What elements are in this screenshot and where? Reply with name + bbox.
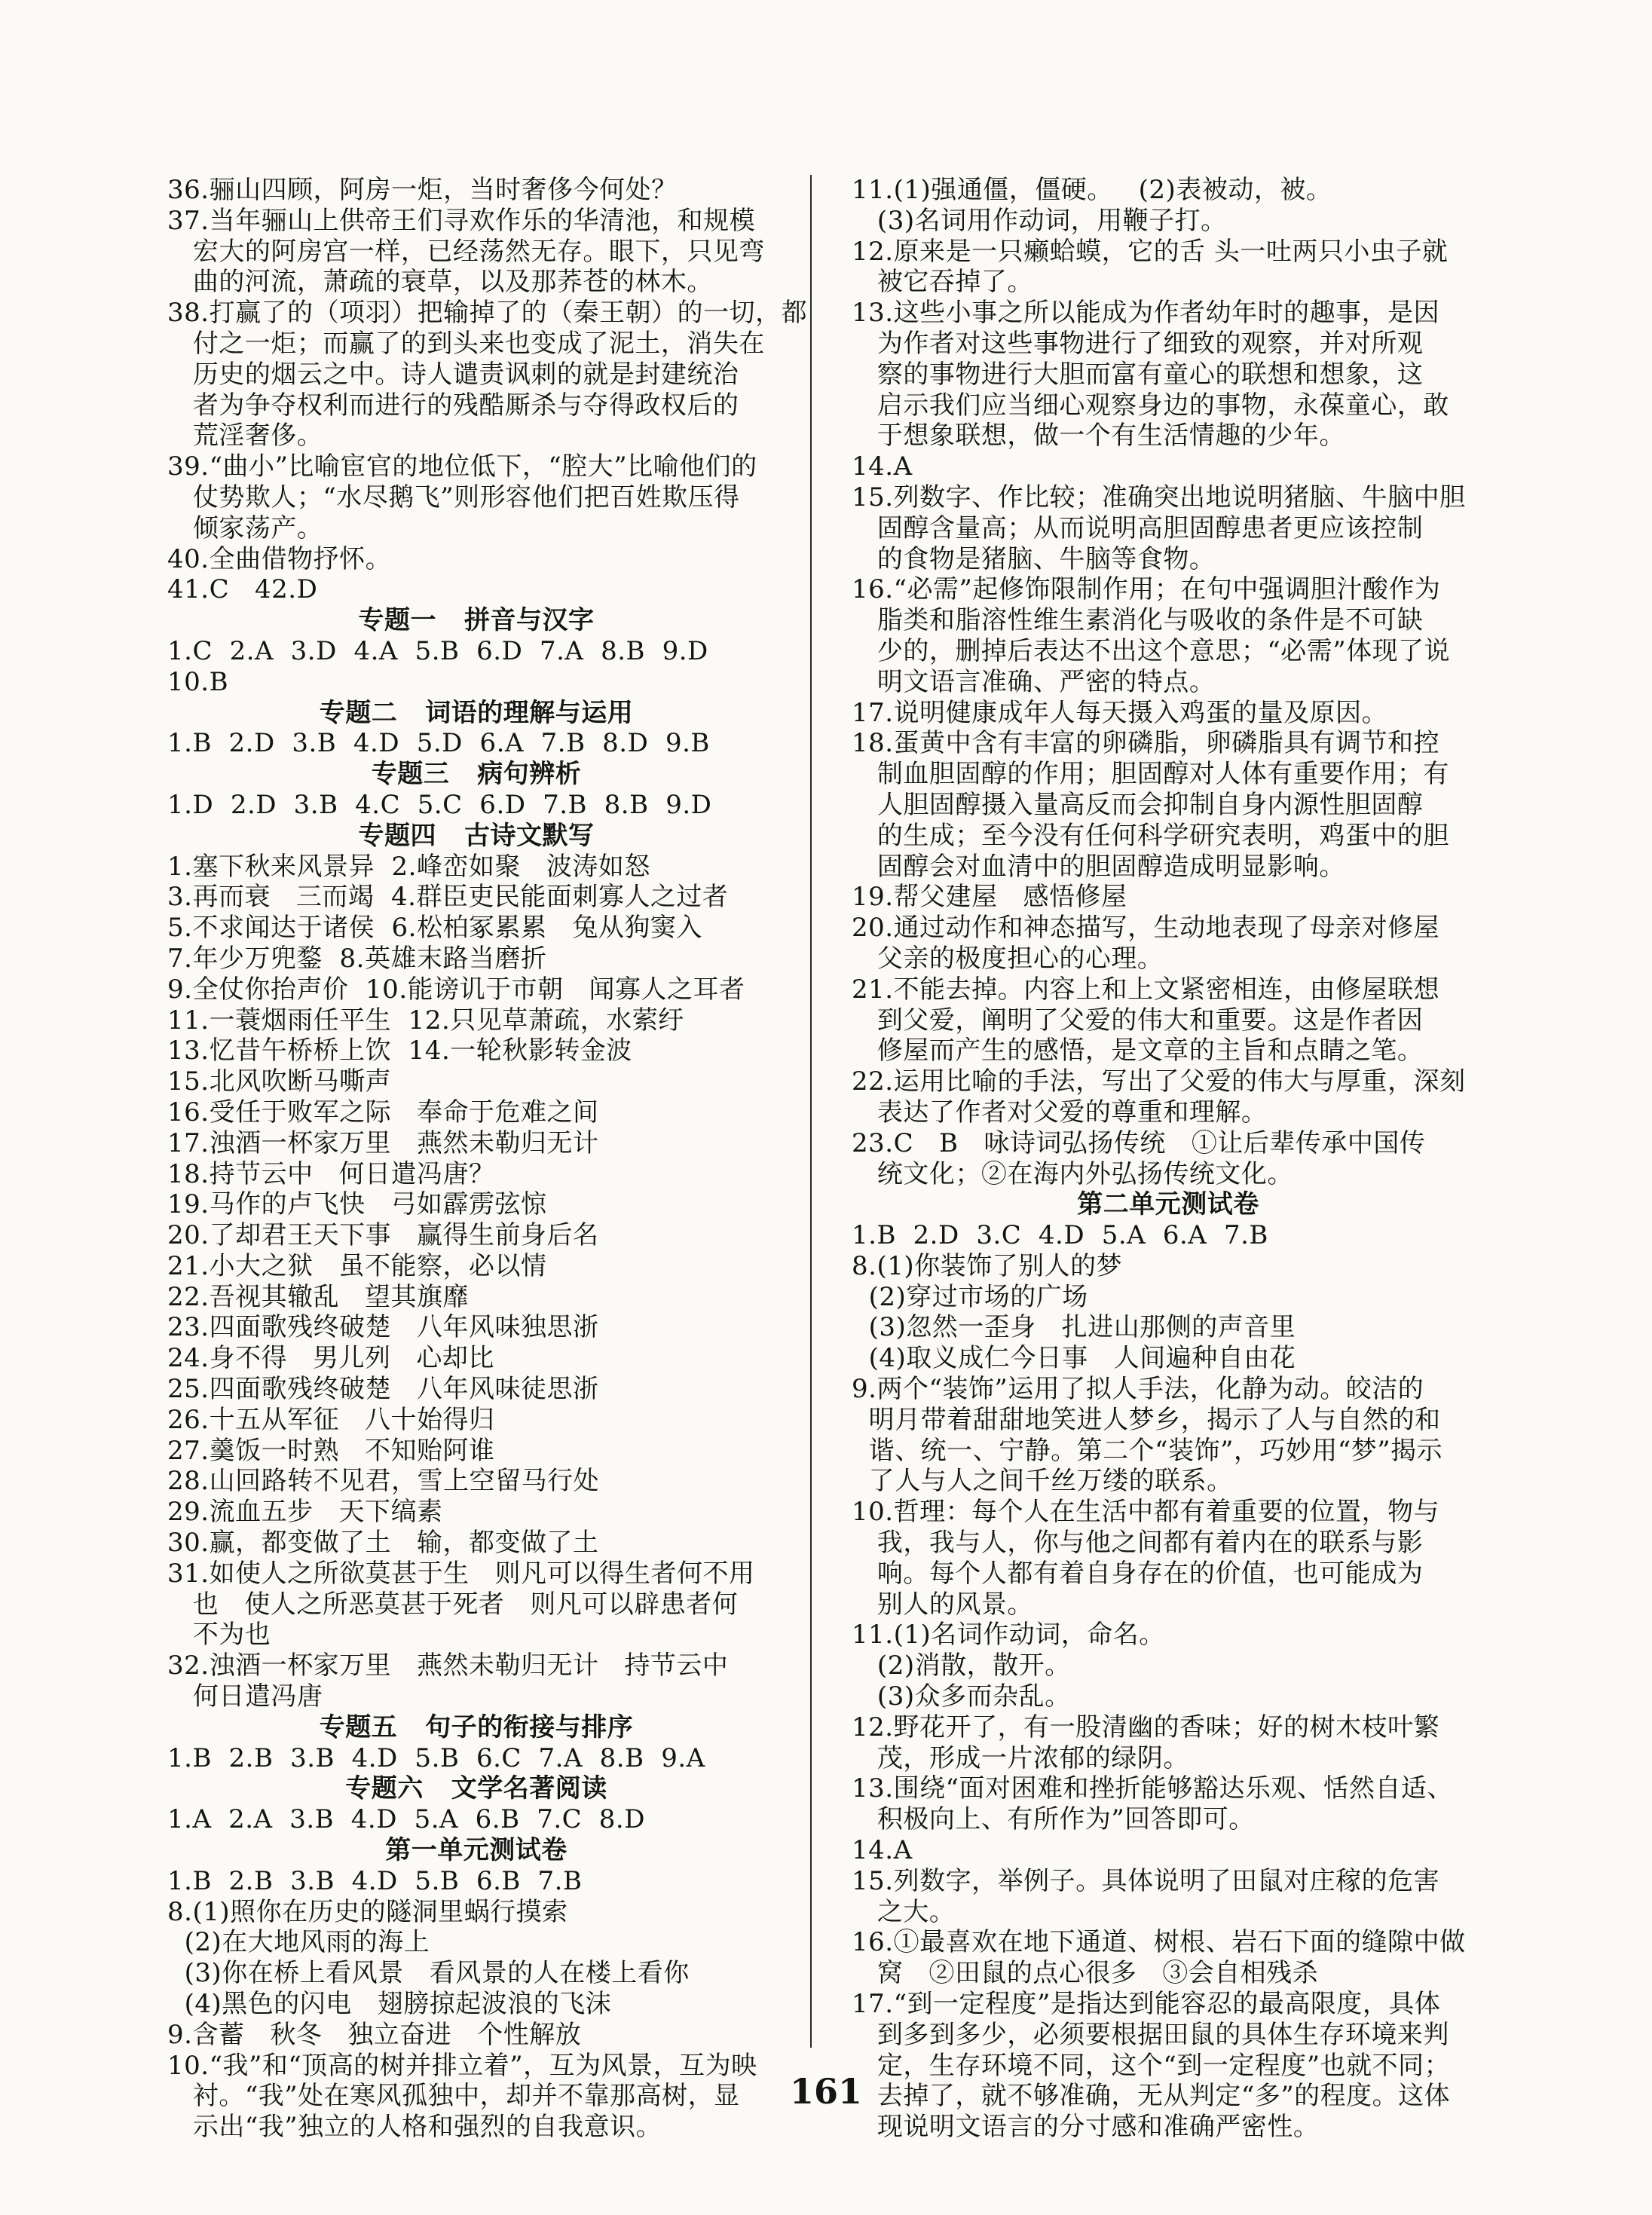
- answer-line: 我，我与人，你与他之间都有着内在的联系与影: [852, 1528, 1424, 1559]
- answer-line: 固醇会对血清中的胆固醇造成明显影响。: [852, 851, 1345, 882]
- answer-line: 的食物是猪脑、牛脑等食物。: [852, 543, 1216, 574]
- right-column: [852, 175, 1485, 2143]
- answer-line: 9.全仗你抬声价 10.能谤讥于市朝 闻寡人之耳者: [167, 974, 745, 1005]
- answer-line: 1.B 2.D 3.B 4.D 5.D 6.A 7.B 8.D 9.B: [167, 728, 710, 759]
- answer-line: 32.浊酒一杯家万里 燕然未勒归无计 持节云中: [167, 1651, 729, 1681]
- answer-line: 11.一蓑烟雨任平生 12.只见草萧疏，水萦纡: [167, 1005, 684, 1036]
- answer-line: 表达了作者对父爱的尊重和理解。: [852, 1097, 1268, 1127]
- answer-line: 28.山回路转不见君，雪上空留马行处: [167, 1466, 600, 1497]
- answer-line: 为作者对这些事物进行了细致的观察，并对所观: [852, 328, 1424, 359]
- answer-line: (3)你在桥上看风景 看风景的人在楼上看你: [167, 1958, 690, 1989]
- answer-line: 27.羹饭一时熟 不知贻阿谁: [167, 1435, 495, 1466]
- answer-line: 示出“我”独立的人格和强烈的自我意识。: [167, 2112, 662, 2143]
- answer-line: (4)黑色的闪电 翅膀掠起波浪的飞沫: [167, 1989, 612, 2020]
- answer-line: 1.B 2.B 3.B 4.D 5.B 6.B 7.B: [167, 1865, 583, 1896]
- answer-line: 13.围绕“面对困难和挫折能够豁达乐观、恬然自适、: [852, 1773, 1453, 1804]
- answer-line: 15.列数字、作比较；准确突出地说明猪脑、牛脑中胆: [852, 482, 1466, 512]
- answer-line: 36.骊山四顾，阿房一炬，当时奢侈今何处？: [167, 175, 678, 205]
- answer-line: 固醇含量高；从而说明高胆固醇患者更应该控制: [852, 512, 1424, 543]
- answer-line: 明月带着甜甜地笑进人梦乡，揭示了人与自然的和: [852, 1404, 1441, 1435]
- answer-line: 19.帮父建屋 感悟修屋: [852, 882, 1127, 913]
- answer-line: 不为也: [167, 1620, 271, 1651]
- answer-line: 于想象联想，做一个有生活情趣的少年。: [852, 421, 1345, 451]
- answer-line: 11.(1)名词作动词，命名。: [852, 1620, 1165, 1651]
- answer-line: (3)名词用作动词，用鞭子打。: [852, 205, 1227, 236]
- section-heading: 专题一 拼音与汉字: [358, 605, 595, 636]
- answer-line: 制血胆固醇的作用；胆固醇对人体有重要作用；有: [852, 759, 1449, 790]
- answer-line: 20.了却君王天下事 赢得生前身后名: [167, 1220, 599, 1251]
- answer-line: 21.不能去掉。内容上和上文紧密相连，由修屋联想: [852, 974, 1440, 1005]
- answer-line: 定，生存环境不同，这个“到一定程度”也就不同；: [852, 2050, 1451, 2081]
- answer-line: 38.打赢了的（项羽）把输掉了的（秦王朝）的一切，都: [167, 298, 808, 329]
- answer-line: 去掉了，就不够准确，无从判定“多”的程度。这体: [852, 2081, 1451, 2112]
- answer-line: 人胆固醇摄入量高反而会抑制自身内源性胆固醇: [852, 789, 1424, 820]
- answer-line: 1.A 2.A 3.B 4.D 5.A 6.B 7.C 8.D: [167, 1804, 645, 1835]
- answer-line: 明文语言准确、严密的特点。: [852, 666, 1216, 697]
- answer-line: 8.(1)你装饰了别人的梦: [852, 1250, 1123, 1281]
- answer-line: 倾家荡产。: [167, 512, 323, 543]
- answer-line: 茂，形成一片浓郁的绿阴。: [852, 1742, 1189, 1773]
- answer-line: 历史的烟云之中。诗人谴责讽刺的就是封建统治: [167, 359, 739, 390]
- answer-line: 31.如使人之所欲莫甚于生 则凡可以得生者何不用: [167, 1558, 755, 1589]
- section-heading: 专题四 古诗文默写: [358, 820, 595, 851]
- answer-line: 父亲的极度担心的心理。: [852, 943, 1164, 974]
- answer-line: 15.列数字，举例子。具体说明了田鼠对庄稼的危害: [852, 1865, 1440, 1896]
- page-number: 161: [789, 2071, 863, 2112]
- answer-line: 12.原来是一只癞蛤蟆，它的舌 头一吐两只小虫子就: [852, 236, 1449, 267]
- answer-line: 的生成；至今没有任何科学研究表明，鸡蛋中的胆: [852, 820, 1449, 851]
- answer-line: 14.A: [852, 451, 913, 482]
- answer-line: 19.马作的卢飞快 弓如霹雳弦惊: [167, 1189, 547, 1220]
- answer-line: 修屋而产生的感悟，是文章的主旨和点睛之笔。: [852, 1036, 1424, 1066]
- answer-line: (2)在大地风雨的海上: [167, 1927, 430, 1958]
- answer-line: 荒淫奢侈。: [167, 421, 323, 451]
- answer-line: 到多到多少，必须要根据田鼠的具体生存环境来判: [852, 2019, 1449, 2050]
- answer-line: 26.十五从军征 八十始得归: [167, 1404, 495, 1435]
- answer-line: 40.全曲借物抒怀。: [167, 543, 392, 574]
- answer-line: (2)穿过市场的广场: [852, 1281, 1088, 1312]
- answer-line: 13.忆昔午桥桥上饮 14.一轮秋影转金波: [167, 1036, 632, 1066]
- answer-line: 也 使人之所恶莫甚于死者 则凡可以辟患者何: [167, 1589, 739, 1620]
- answer-line: 到父爱，阐明了父爱的伟大和重要。这是作者因: [852, 1005, 1424, 1036]
- answer-line: 10.B: [167, 666, 229, 697]
- answer-line: 20.通过动作和神态描写，生动地表现了母亲对修屋: [852, 913, 1440, 944]
- answer-line: 29.流血五步 天下缟素: [167, 1497, 443, 1528]
- answer-line: 9.两个“装饰”运用了拟人手法，化静为动。皎洁的: [852, 1374, 1424, 1405]
- answer-line: 少的，删掉后表达不出这个意思；“必需”体现了说: [852, 635, 1451, 666]
- section-heading: 专题三 病句辨析: [371, 759, 582, 790]
- answer-line: 17.说明健康成年人每天摄入鸡蛋的量及原因。: [852, 697, 1388, 728]
- answer-line: 12.野花开了，有一股清幽的香味；好的树木枝叶繁: [852, 1712, 1440, 1742]
- answer-line: 1.B 2.B 3.B 4.D 5.B 6.C 7.A 8.B 9.A: [167, 1742, 705, 1773]
- answer-line: 启示我们应当细心观察身边的事物，永葆童心，敢: [852, 390, 1449, 421]
- answer-line: 24.身不得 男儿列 心却比: [167, 1343, 494, 1374]
- answer-line: 41.C 42.D: [167, 574, 318, 605]
- answer-line: 18.持节云中 何日遣冯唐？: [167, 1158, 495, 1189]
- answer-line: 10.“我”和“顶高的树并排立着”，互为风景，互为映: [167, 2050, 757, 2081]
- answer-line: 仗势欺人；“水尽鹅飞”则形容他们把百姓欺压得: [167, 482, 740, 512]
- answer-line: 25.四面歌残终破楚 八年风味徒思浙: [167, 1374, 599, 1405]
- answer-line: 付之一炬；而赢了的到头来也变成了泥土，消失在: [167, 328, 765, 359]
- answer-line: 被它吞掉了。: [852, 267, 1033, 298]
- answer-line: 1.塞下秋来风景异 2.峰峦如聚 波涛如怒: [167, 851, 650, 882]
- answer-line: 宏大的阿房宫一样，已经荡然无存。眼下，只见弯: [167, 236, 765, 267]
- answer-line: 11.(1)强通僵，僵硬。 (2)表被动，被。: [852, 175, 1332, 205]
- answer-line: 何日遣冯唐: [167, 1681, 323, 1712]
- answer-line: 16.“必需”起修饰限制作用；在句中强调胆汁酸作为: [852, 574, 1441, 605]
- answer-line: (3)忽然一歪身 扎进山那侧的声音里: [852, 1312, 1296, 1343]
- answer-line: 10.哲理：每个人在生活中都有着重要的位置，物与: [852, 1497, 1440, 1528]
- answer-line: 23.C B 咏诗词弘扬传统 ①让后辈传承中国传: [852, 1127, 1426, 1158]
- answer-line: 者为争夺权利而进行的残酷厮杀与夺得政权后的: [167, 390, 739, 421]
- answer-line: 21.小大之狱 虽不能察，必以情: [167, 1250, 547, 1281]
- answer-line: 30.赢，都变做了土 输，都变做了土: [167, 1528, 599, 1559]
- answer-line: 37.当年骊山上供帝王们寻欢作乐的华清池，和规模: [167, 205, 756, 236]
- section-heading: 专题五 句子的衔接与排序: [319, 1712, 634, 1742]
- section-heading: 专题二 词语的理解与运用: [319, 697, 634, 728]
- answer-line: 16.①最喜欢在地下通道、树根、岩石下面的缝隙中做: [852, 1927, 1466, 1958]
- answer-line: 39.“曲小”比喻宦官的地位低下，“腔大”比喻他们的: [167, 451, 757, 482]
- answer-line: 1.B 2.D 3.C 4.D 5.A 6.A 7.B: [852, 1220, 1268, 1251]
- answer-line: 谐、统一、宁静。第二个“装饰”，巧妙用“梦”揭示: [852, 1435, 1443, 1466]
- answer-line: 之大。: [852, 1896, 956, 1927]
- answer-line: 3.再而衰 三而竭 4.群臣吏民能面刺寡人之过者: [167, 882, 729, 913]
- answer-line: 22.吾视其辙乱 望其旗靡: [167, 1281, 469, 1312]
- answer-line: 1.D 2.D 3.B 4.C 5.C 6.D 7.B 8.B 9.D: [167, 789, 712, 820]
- section-heading: 第二单元测试卷: [1077, 1189, 1259, 1220]
- answer-line: 15.北风吹断马嘶声: [167, 1066, 392, 1097]
- answer-line: (4)取义成仁今日事 人间遍种自由花: [852, 1343, 1296, 1374]
- answer-line: 8.(1)照你在历史的隧洞里蜗行摸索: [167, 1896, 568, 1927]
- answer-line: 衬。“我”处在寒风孤独中，却并不靠那高树，显: [167, 2081, 740, 2112]
- answer-line: 响。每个人都有着自身存在的价值，也可能成为: [852, 1558, 1424, 1589]
- answer-line: 23.四面歌残终破楚 八年风味独思浙: [167, 1312, 599, 1343]
- column-divider: [810, 175, 812, 2048]
- left-column: [167, 175, 808, 2143]
- answer-line: 7.年少万兜鍪 8.英雄末路当磨折: [167, 943, 547, 974]
- answer-line: 1.C 2.A 3.D 4.A 5.B 6.D 7.A 8.B 9.D: [167, 635, 708, 666]
- section-heading: 第一单元测试卷: [385, 1835, 567, 1866]
- answer-line: 9.含蓄 秋冬 独立奋进 个性解放: [167, 2019, 582, 2050]
- section-heading: 专题六 文学名著阅读: [345, 1773, 607, 1804]
- answer-line: 16.受任于败军之际 奉命于危难之间: [167, 1097, 599, 1127]
- answer-line: 17.“到一定程度”是指达到能容忍的最高限度，具体: [852, 1989, 1441, 2020]
- answer-line: 5.不求闻达于诸侯 6.松柏冢累累 兔从狗窦入: [167, 913, 702, 944]
- answer-line: 13.这些小事之所以能成为作者幼年时的趣事，是因: [852, 298, 1440, 329]
- answer-line: 察的事物进行大胆而富有童心的联想和想象，这: [852, 359, 1424, 390]
- answer-line: 统文化；②在海内外弘扬传统文化。: [852, 1158, 1293, 1189]
- answer-line: 曲的河流，萧疏的衰草，以及那荞苍的林木。: [167, 267, 713, 298]
- answer-line: 别人的风景。: [852, 1589, 1033, 1620]
- answer-line: 14.A: [852, 1835, 913, 1866]
- answer-line: (2)消散，散开。: [852, 1651, 1071, 1681]
- answer-line: 17.浊酒一杯家万里 燕然未勒归无计: [167, 1127, 599, 1158]
- answer-line: 现说明文语言的分寸感和准确严密性。: [852, 2112, 1320, 2143]
- answer-line: 了人与人之间千丝万缕的联系。: [852, 1466, 1233, 1497]
- answer-line: (3)众多而杂乱。: [852, 1681, 1071, 1712]
- answer-line: 积极向上、有所作为”回答即可。: [852, 1804, 1255, 1835]
- answer-line: 22.运用比喻的手法，写出了父爱的伟大与厚重，深刻: [852, 1066, 1466, 1097]
- answer-line: 18.蛋黄中含有丰富的卵磷脂，卵磷脂具有调节和控: [852, 728, 1440, 759]
- answer-line: 窝 ②田鼠的点心很多 ③会自相残杀: [852, 1958, 1319, 1989]
- answer-line: 脂类和脂溶性维生素消化与吸收的条件是不可缺: [852, 605, 1424, 636]
